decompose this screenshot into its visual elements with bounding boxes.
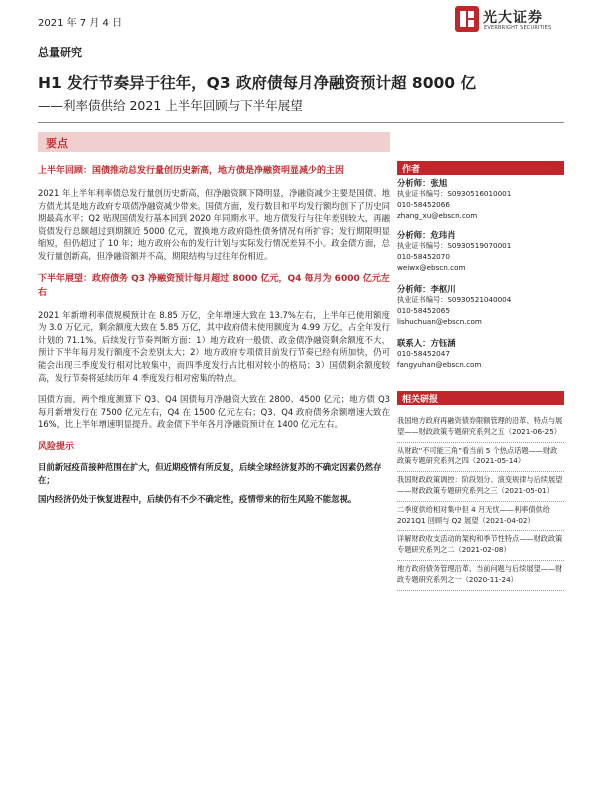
authors-header: [397, 161, 564, 175]
related-research-item[interactable]: 我国地方政府再融资债券限额管理的沿革、特点与展望——财政政策专题研究系列之五（2021-06-25）: [397, 413, 564, 443]
author-card: [397, 229, 564, 273]
key-points-header: [38, 132, 390, 152]
author-email[interactable]: fangyuhan@ebscn.com: [397, 359, 482, 369]
author-phone: 010-58452065: [397, 305, 450, 315]
related-research-item[interactable]: 从财政“不可能三角”看当前 5 个热点话题——财政政策专题研究系列之四（2021-05-14）: [397, 443, 564, 473]
author-phone: 010-58452066: [397, 199, 450, 209]
page-subtitle: ——利率债供给 2021 上半年回顾与下半年展望: [38, 98, 303, 113]
outlook-paragraph-2: 国债方面，两个维度测算下 Q3、Q4 国债每月净融资大致在 2800、4500 亿元；地方债 Q3 每月新增发行在 7500 亿元左右，Q4 在 1500 亿元左右；Q3、Q4 政府债务余额增速大致在 16%，比上半年增速明显提升。政金债下半年各月净融资预计在 1400 亿元左右。: [38, 394, 390, 430]
review-paragraph: 2021 年上半年利率债总发行量创历史新高，但净融资额下降明显，净融资减少主要是国债、地方债尤其是地方政府专项债净融资减少带来。国债方面，发行数目和平均发行额均创下了历史同期最高水平；Q2 贴现国债发行基本回到 2020 年同期水平。地方债发行与往年差别较大，再融资债发行总额超过到期额近 5000 亿元，置换地方政府隐性债务情况有所扩容；发行期限明显缩短，但仍超过了 10 年；地方政府公布的发行计划与实际发行情况差异不小。政金债方面，总发行量创新高，但净融资额并不高，期限结构与过往年份相近。: [38, 188, 390, 261]
author-name: 分析师：李枢川: [397, 284, 456, 294]
brand-name-en: EVERBRIGHT SECURITIES: [484, 25, 552, 31]
authors-label: 作者: [402, 165, 421, 175]
related-research-item[interactable]: 我国财政政策调控：阶段划分、演变规律与后续展望——财政政策专题研究系列之三（2021-05-01）: [397, 472, 564, 502]
author-cert: 执业证书编号：S0930516010001: [397, 189, 512, 198]
risk-paragraph-2: 国内经济仍处于恢复进程中，后续仍有不少不确定性，疫情带来的衍生风险不能忽视。: [38, 494, 357, 505]
section-heading-outlook: 下半年展望：政府债务 Q3 净融资预计每月超过 8000 亿元，Q4 每月为 6000 亿元左右: [38, 273, 390, 298]
outlook-paragraph-1: 2021 年新增利率债规模预计在 8.85 万亿，全年增速大致在 13.7%左右，上半年已使用额度为 3.0 万亿元，剩余额度大致在 5.85 万亿，其中政府债未使用额度为 4.99 万亿，占全年发行计划的 71.1%。后续发行节奏判断方面：1）地方政府一般债、政金债净融资剩余额度不大，预计下半年每月发行额度不会差别太大；2）地方政府专项债目前发行节奏已经有所加快，仍可能会出现三季度发行相对比较集中，而四季度发行占比相对较小的格局；3）国债剩余额度较高，发行节奏将延续历年 4 季度发行相对密集的特点。: [38, 309, 390, 383]
brand-name-cn: 光大证券: [483, 10, 543, 26]
title-divider: [38, 122, 564, 123]
related-research-item[interactable]: 二季度供给相对集中但 4 月无忧——利率债供给 2021Q1 回顾与 Q2 展望（2021-04-02）: [397, 502, 564, 532]
author-email[interactable]: zhang_xu@ebscn.com: [397, 210, 478, 220]
section-heading-review: 上半年回顾：国债推动总发行量创历史新高，地方债是净融资明显减少的主因: [38, 166, 345, 176]
related-research-header: [397, 391, 564, 405]
related-research-item[interactable]: 地方政府债务管理沿革、当前问题与后续展望——财政专题研究系列之一（2020-11-24）: [397, 561, 564, 591]
key-points-label: 要点: [46, 137, 68, 150]
report-date: 2021 年 7 月 4 日: [38, 18, 123, 29]
author-email[interactable]: lishuchuan@ebscn.com: [397, 316, 482, 326]
author-card: [397, 337, 564, 371]
everbright-logo-icon: [455, 6, 479, 32]
risk-paragraph-1: 目前新冠疫苗接种范围在扩大，但近期疫情有所反复，后续全球经济复苏的不确定因素仍然存在；: [38, 461, 382, 485]
author-card: [397, 177, 564, 221]
risk-heading: 风险提示: [38, 441, 75, 452]
related-research-list: [397, 413, 564, 591]
author-name: 联系人：方钰涵: [397, 338, 456, 348]
page-title: H1 发行节奏异于往年，Q3 政府债每月净融资预计超 8000 亿: [38, 74, 476, 92]
related-research-item[interactable]: 详解财政收支活动的架构和季节性特点——财政政策专题研究系列之二（2021-02-08）: [397, 531, 564, 561]
author-cert: 执业证书编号：S0930521040004: [397, 295, 512, 304]
author-cert: 执业证书编号：S0930519070001: [397, 241, 512, 250]
author-name: 分析师：危玮肖: [397, 230, 456, 240]
key-points-body: [38, 164, 390, 506]
author-card: [397, 283, 564, 327]
author-phone: 010-58452047: [397, 349, 450, 358]
author-name: 分析师：张旭: [397, 178, 448, 188]
related-research-label: 相关研报: [402, 395, 439, 405]
author-email[interactable]: weiwx@ebscn.com: [397, 262, 466, 272]
report-type: 总量研究: [38, 46, 82, 59]
brand-logo: [455, 6, 565, 34]
author-phone: 010-58452070: [397, 251, 450, 261]
